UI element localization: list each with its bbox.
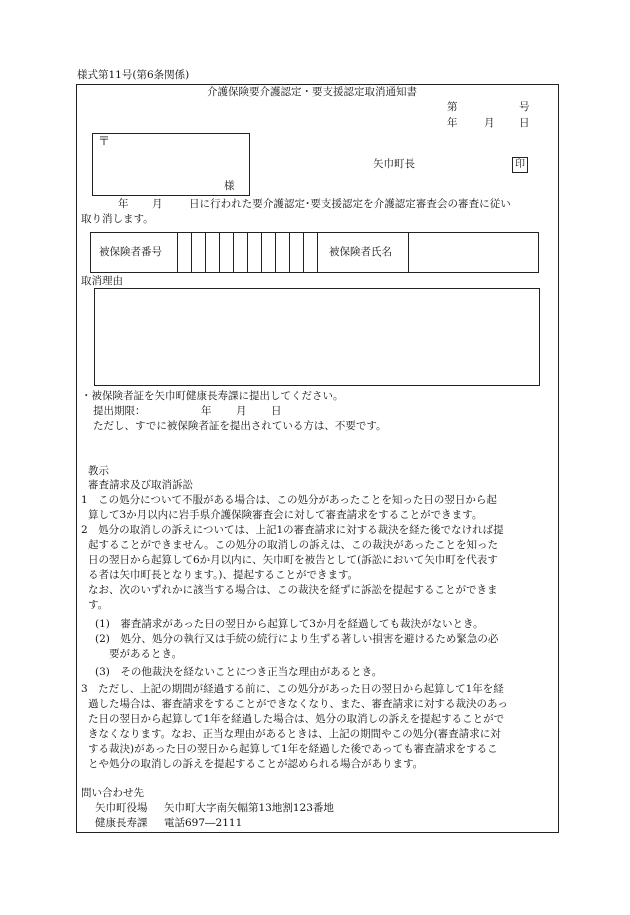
digit-cell [191,233,192,272]
postal-mark: 〒 [98,134,111,148]
deadline-label: 提出期限： [93,405,146,417]
instruction-line: 2 処分の取消しの訴えについては、上記1の審査請求に対する裁決を経た後でなければ提 [81,524,504,536]
digit-cell [219,233,220,272]
instruction-line: す。 [88,599,109,611]
instruction-line: とや処分の取消しの訴えを提起することが認められる場合があります。 [88,758,424,770]
notice-line1: 日に行われた要介護認定･要支援認定を介護認定審査会の審査に従い [189,198,511,210]
instruction-line: なお、次のいずれかに該当する場合は、この裁決を経ずに訴訟を提起することができま [88,584,498,596]
contact-office: 矢巾町役場 [95,802,148,814]
instruction-line: 起することができません。この処分の取消しの訴えは、この裁決があったことを知った [88,539,499,551]
contact-department: 健康長寿課 [95,817,148,829]
deadline-day: 日 [271,405,282,417]
insured-name-label: 被保険者氏名 [329,246,392,258]
insured-table [90,232,539,273]
contact-heading: 問い合わせ先 [81,787,144,799]
insured-number-label: 被保険者番号 [99,246,162,258]
contact-address: 矢巾町大字南矢幅第13地割123番地 [164,802,334,814]
form-number: 様式第11号(第6条関係) [77,69,190,81]
instruction-line: 過した場合は、審査請求をすることができなくなり、また、審査請求に対する裁決のあっ [88,698,508,710]
reason-label: 取消理由 [81,275,123,287]
digit-cell [261,233,262,272]
seal-mark: 印 [512,157,528,173]
date-day: 日 [519,117,530,129]
form-title: 介護保険要介護認定・要支援認定取消通知書 [207,86,417,98]
notice-year: 年 [118,198,129,210]
digit-cell [317,233,318,272]
deadline-month: 月 [236,405,247,417]
digit-cell [303,233,304,272]
instruction-line: 1 この処分について不服がある場合は、この処分があったことを知った日の翌日から起 [81,494,497,506]
date-month: 月 [484,117,495,129]
name-cell [408,233,409,272]
digit-cell [247,233,248,272]
number-prefix: 第 [447,101,458,113]
instruction-line: た日の翌日から起算して1年を経過した場合は、処分の取消しの訴えを提起することがで [88,713,505,725]
number-suffix: 号 [519,101,530,113]
digit-cell [205,233,206,272]
instruction-subheading: 審査請求及び取消訴訟 [88,479,193,491]
digit-cell [233,233,234,272]
deadline-year: 年 [201,405,212,417]
addressee-suffix: 様 [224,180,235,192]
instruction-line: (3) その他裁決を経ないことにつき正当な理由があるとき。 [95,666,383,678]
instruction-line: (2) 処分、処分の執行又は手続の続行により生ずる著しい損害を避けるため緊急の必 [95,633,499,645]
notice-month: 月 [152,198,163,210]
instruction-heading: 教示 [88,465,109,477]
instruction-line: 算して3か月以内に岩手県介護保険審査会に対して審査請求をすることができます。 [88,509,483,521]
instruction-line: (1) 審査請求があった日の翌日から起算して3か月を経過しても裁決がないとき。 [95,618,484,630]
instruction-line: 3 ただし、上記の期間が経過する前に、この処分があった日の翌日から起算して1年を経 [81,683,504,695]
digit-cell [177,233,178,272]
certificate-line3: ただし、すでに被保険者証を提出されている方は、不要です。 [93,420,387,432]
contact-phone: 電話697―2111 [164,817,243,829]
instruction-line: する裁決)があった日の翌日から起算して1年を経過した後であっても審査請求をするこ [88,743,498,755]
notice-line2: 取り消します。 [81,213,154,225]
digit-cell [275,233,276,272]
certificate-line1: ・被保険者証を矢巾町健康長寿課に提出してください。 [81,390,344,402]
issuer-name: 矢巾町長 [373,158,415,170]
instruction-line: きなくなります。なお、正当な理由があるときは、上記の期間やこの処分(審査請求に対 [88,728,501,740]
instruction-line: る者は矢巾町長となります。)、提起することができます。 [88,569,359,581]
instruction-line: 要があるとき。 [109,648,183,660]
digit-cell [289,233,290,272]
instruction-line: 日の翌日から起算して6か月以内に、矢巾町を被告として(訴訟において矢巾町を代表す [88,554,498,566]
reason-box [94,288,540,386]
date-year: 年 [447,117,458,129]
